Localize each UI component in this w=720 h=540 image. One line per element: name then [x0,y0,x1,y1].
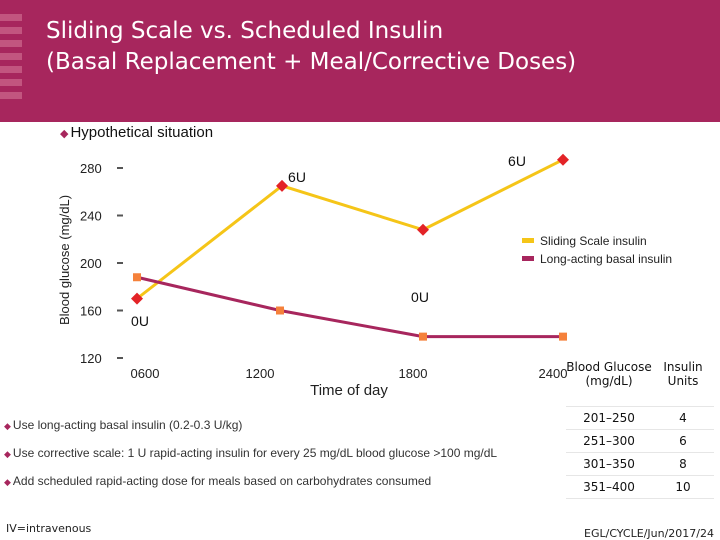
basal-point [133,273,141,281]
basal-point [419,333,427,341]
sliding-point [557,154,569,166]
basal-point [559,333,567,341]
legend-swatch [522,256,534,261]
y-tick-label: 120 [80,351,102,366]
table-row [566,453,714,476]
situation-text: Hypothetical situation [70,124,214,141]
header-insulin-units: Insulin Units [652,342,714,407]
glucose-range: 201–250 [566,407,652,430]
note-item: ◆ Use long-acting basal insulin (0.2-0.3 U/kg) [4,418,243,432]
insulin-units: 6 [652,430,714,453]
dose-annotation: 0U [131,313,149,329]
legend-label: Long-acting basal insulin [540,252,673,266]
reference-code: EGL/CYCLE/Jun/2017/24 [584,527,714,540]
glucose-range: 351–400 [566,476,652,499]
series-line-sliding-scale [137,160,563,299]
diamond-bullet-icon: ◆ [60,128,69,140]
diamond-bullet-icon: ◆ [4,477,11,487]
x-tick-label: 1200 [245,366,275,381]
legend-swatch [522,238,534,243]
table-row [566,476,714,499]
diamond-bullet-icon: ◆ [4,449,11,459]
dose-annotation: 6U [288,169,306,185]
glucose-range: 251–300 [566,430,652,453]
note-item: ◆ Add scheduled rapid-acting dose for meals based on carbohydrates consumed [4,474,432,488]
basal-point [276,307,284,315]
sliding-point [417,224,429,236]
header-blood-glucose: Blood Glucose (mg/dL) [566,342,652,407]
insulin-units: 4 [652,407,714,430]
dose-annotation: 6U [508,153,526,169]
glucose-range: 301–350 [566,453,652,476]
y-tick-label: 280 [80,161,102,176]
x-tick-label: 1800 [398,366,428,381]
insulin-units: 8 [652,453,714,476]
diamond-bullet-icon: ◆ [4,421,11,431]
y-tick-label: 200 [80,256,102,271]
y-tick-label: 160 [80,303,102,319]
note-item: ◆ Use corrective scale: 1 U rapid-acting insulin for every 25 mg/dL blood glucose >100 mg/dL [4,446,498,460]
title-line-1: Sliding Scale vs. Scheduled Insulin [46,18,444,44]
insulin-units: 10 [652,476,714,499]
table-row [566,430,714,453]
table-header-row [566,342,714,407]
insulin-scale-table [566,342,714,499]
title-line-2: (Basal Replacement + Meal/Corrective Doses) [46,49,577,75]
legend-label: Sliding Scale insulin [540,234,647,248]
dose-annotation: 0U [411,289,429,305]
x-tick-label: 0600 [130,366,160,381]
series-line-basal [137,277,563,336]
y-tick-label: 240 [80,208,102,224]
footnote: IV=intravenous [6,522,92,535]
x-tick-label: 2400 [538,366,568,381]
y-axis-label: Blood glucose (mg/dL) [57,194,72,326]
table-row [566,407,714,430]
x-axis-label: Time of day [310,382,388,399]
